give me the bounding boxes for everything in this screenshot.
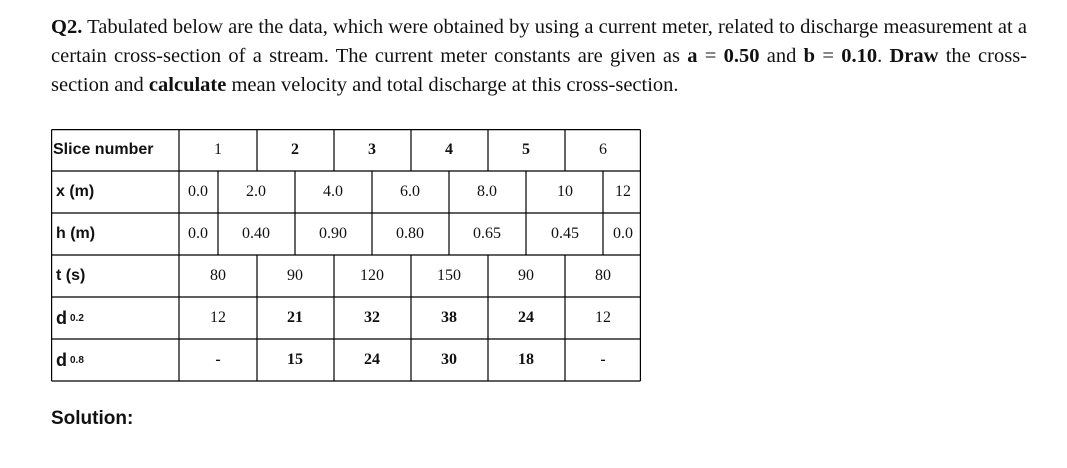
slice-number-cell: 6	[599, 141, 607, 158]
data-table	[51, 129, 641, 382]
row-label-d08: d 0.8	[56, 349, 84, 370]
row-label-h: h (m)	[56, 225, 96, 242]
t-value-cell: 90	[518, 267, 534, 284]
x-value-cell: 0.0	[188, 183, 208, 200]
row-label-t: t (s)	[56, 267, 86, 284]
x-value-cell: 12	[615, 183, 631, 200]
d02-value-cell: 21	[287, 309, 303, 326]
d02-value-cell: 38	[441, 309, 457, 326]
h-value-cell: 0.45	[551, 225, 579, 242]
t-value-cell: 120	[360, 267, 384, 284]
h-value-cell: 0.80	[396, 225, 424, 242]
row-label-slice-number: Slice number	[53, 141, 154, 158]
h-value-cell: 0.65	[473, 225, 501, 242]
slice-number-cell: 1	[214, 141, 222, 158]
d02-value-cell: 12	[595, 309, 611, 326]
row-label-d02: d 0.2	[56, 307, 84, 328]
d02-value-cell: 24	[518, 309, 534, 326]
x-value-cell: 4.0	[323, 183, 343, 200]
d08-value-cell: 18	[518, 351, 534, 368]
x-value-cell: 8.0	[477, 183, 497, 200]
solution-heading: Solution:	[51, 408, 134, 429]
h-value-cell: 0.0	[188, 225, 208, 242]
x-value-cell: 6.0	[400, 183, 420, 200]
h-value-cell: 0.90	[319, 225, 347, 242]
d08-value-cell: 15	[287, 351, 303, 368]
slice-number-cell: 5	[522, 141, 530, 158]
t-value-cell: 150	[437, 267, 461, 284]
t-value-cell: 80	[595, 267, 611, 284]
t-value-cell: 80	[210, 267, 226, 284]
x-value-cell: 2.0	[246, 183, 266, 200]
x-value-cell: 10	[557, 183, 573, 200]
slice-number-cell: 2	[291, 141, 299, 158]
constant-a-value: 0.50	[723, 45, 760, 67]
row-label-x: x (m)	[56, 183, 95, 200]
d02-value-cell: 12	[210, 309, 226, 326]
t-value-cell: 90	[287, 267, 303, 284]
slice-number-cell: 3	[368, 141, 376, 158]
question-text: Q2. Tabulated below are the data, which were obtained by using a current meter, related to discharge measurement at a certain cross-section of a stream. The current meter constants are given as a = 0.50 and b = 0.10. Draw the cross-section and calculate mean velocity and total discharge at this cross-section.	[51, 16, 1027, 96]
d02-value-cell: 32	[364, 309, 380, 326]
constant-b-value: 0.10	[841, 45, 878, 67]
question-number: Q2.	[51, 16, 83, 38]
h-value-cell: 0.40	[242, 225, 270, 242]
d08-value-cell: -	[600, 351, 606, 368]
d08-value-cell: 30	[441, 351, 457, 368]
slice-number-cell: 4	[445, 141, 453, 158]
d08-value-cell: 24	[364, 351, 380, 368]
h-value-cell: 0.0	[613, 225, 633, 242]
d08-value-cell: -	[215, 351, 221, 368]
